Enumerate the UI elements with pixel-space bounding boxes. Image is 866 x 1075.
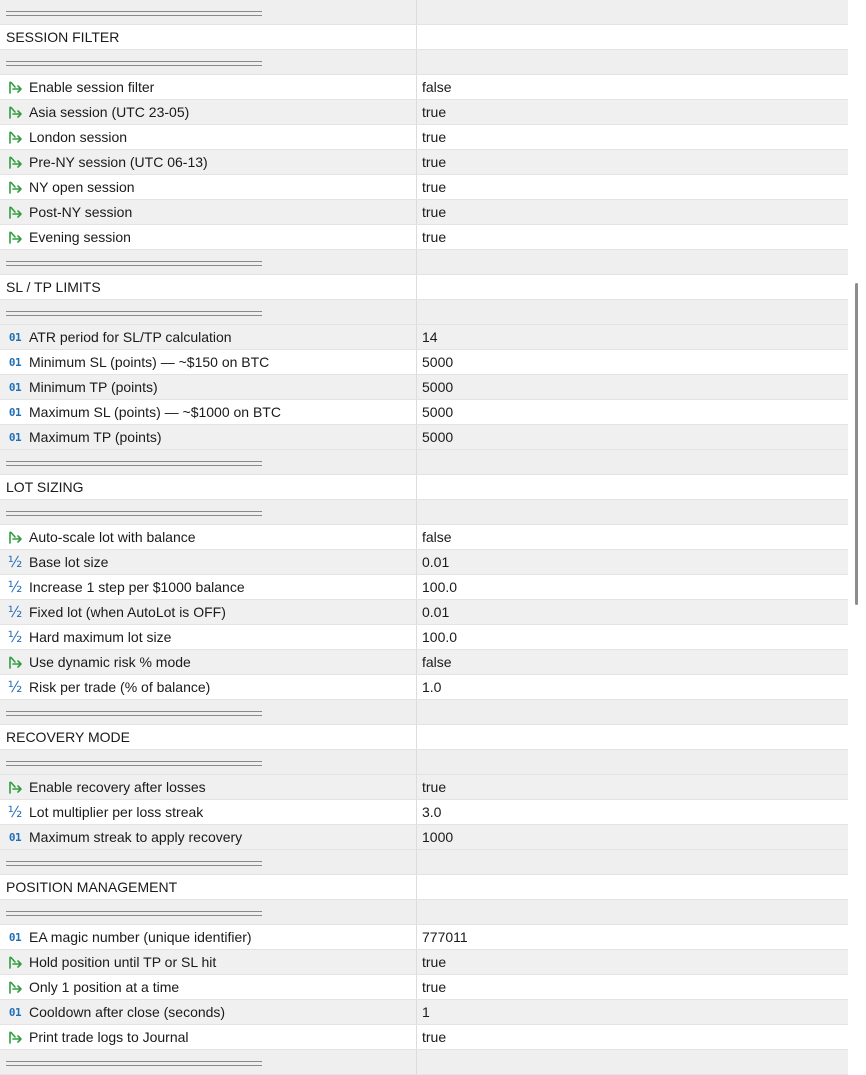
parameter-row[interactable] — [0, 550, 848, 575]
integer-01-icon: 01 — [8, 930, 22, 944]
separator-line — [6, 761, 262, 766]
parameter-row[interactable] — [0, 325, 848, 350]
parameter-value[interactable]: 1.0 — [422, 679, 442, 695]
separator-line — [6, 311, 262, 316]
double-half-icon: ½ — [7, 553, 23, 571]
parameter-name: ATR period for SL/TP calculation — [29, 329, 232, 345]
section-title: RECOVERY MODE — [6, 729, 130, 745]
separator-row — [0, 500, 848, 525]
bool-arrow-icon — [6, 205, 24, 219]
parameter-name: Enable session filter — [29, 79, 155, 95]
parameter-name: Maximum SL (points) — ~$1000 on BTC — [29, 404, 281, 420]
parameter-value[interactable]: true — [422, 954, 447, 970]
parameter-row[interactable] — [0, 200, 848, 225]
parameter-name: Maximum streak to apply recovery — [29, 829, 243, 845]
parameter-row[interactable] — [0, 350, 848, 375]
separator-line — [6, 861, 262, 866]
parameter-value[interactable]: true — [422, 179, 447, 195]
parameter-name: Fixed lot (when AutoLot is OFF) — [29, 604, 226, 620]
parameter-value[interactable]: false — [422, 79, 452, 95]
separator-row — [0, 900, 848, 925]
integer-01-icon: 01 — [8, 830, 22, 844]
separator-line — [6, 711, 262, 716]
section-header-row — [0, 875, 848, 900]
parameter-value[interactable]: 5000 — [422, 354, 454, 370]
bool-arrow-icon — [6, 180, 24, 194]
parameter-row[interactable] — [0, 150, 848, 175]
separator-row — [0, 750, 848, 775]
vertical-scrollbar[interactable] — [848, 0, 866, 1073]
parameter-row[interactable] — [0, 625, 848, 650]
integer-01-icon: 01 — [8, 380, 22, 394]
parameter-row[interactable] — [0, 825, 848, 850]
separator-row — [0, 850, 848, 875]
parameter-name: Risk per trade (% of balance) — [29, 679, 211, 695]
separator-row — [0, 250, 848, 275]
parameter-name: Enable recovery after losses — [29, 779, 206, 795]
bool-arrow-icon — [6, 530, 24, 544]
double-half-icon: ½ — [7, 803, 23, 821]
separator-row — [0, 700, 848, 725]
parameter-name: EA magic number (unique identifier) — [29, 929, 252, 945]
parameter-name: Only 1 position at a time — [29, 979, 180, 995]
parameter-name: Maximum TP (points) — [29, 429, 162, 445]
parameter-value[interactable]: 777011 — [422, 929, 468, 945]
parameter-row[interactable] — [0, 950, 848, 975]
parameter-value[interactable]: 100.0 — [422, 629, 458, 645]
parameter-row[interactable] — [0, 425, 848, 450]
section-header-row — [0, 475, 848, 500]
double-half-icon: ½ — [7, 603, 23, 621]
bool-arrow-icon — [6, 155, 24, 169]
separator-line — [6, 11, 262, 16]
section-title: SL / TP LIMITS — [6, 279, 101, 295]
parameter-row[interactable] — [0, 650, 848, 675]
parameter-row[interactable] — [0, 925, 848, 950]
parameter-row[interactable] — [0, 1000, 848, 1025]
parameter-name: Auto-scale lot with balance — [29, 529, 196, 545]
separator-row — [0, 0, 848, 25]
parameter-name: Cooldown after close (seconds) — [29, 1004, 226, 1020]
section-header-row — [0, 725, 848, 750]
integer-01-icon: 01 — [8, 330, 22, 344]
double-half-icon: ½ — [7, 628, 23, 646]
parameter-name: Minimum SL (points) — ~$150 on BTC — [29, 354, 270, 370]
separator-line — [6, 461, 262, 466]
parameter-row[interactable] — [0, 175, 848, 200]
parameter-name: NY open session — [29, 179, 135, 195]
parameter-name: London session — [29, 129, 128, 145]
parameter-row[interactable] — [0, 1025, 848, 1050]
bool-arrow-icon — [6, 1030, 24, 1044]
separator-line — [6, 61, 262, 66]
parameter-value[interactable]: true — [422, 129, 447, 145]
double-half-icon: ½ — [7, 578, 23, 596]
integer-01-icon: 01 — [8, 430, 22, 444]
parameter-row[interactable] — [0, 575, 848, 600]
bool-arrow-icon — [6, 655, 24, 669]
parameter-value[interactable]: false — [422, 654, 452, 670]
bool-arrow-icon — [6, 955, 24, 969]
parameter-name: Base lot size — [29, 554, 109, 570]
bool-arrow-icon — [6, 105, 24, 119]
parameter-row[interactable] — [0, 125, 848, 150]
section-title: POSITION MANAGEMENT — [6, 879, 178, 895]
parameter-row[interactable] — [0, 400, 848, 425]
parameter-value[interactable]: 3.0 — [422, 804, 442, 820]
bool-arrow-icon — [6, 230, 24, 244]
parameter-value[interactable]: false — [422, 529, 452, 545]
section-title: SESSION FILTER — [6, 29, 120, 45]
parameter-value[interactable]: true — [422, 979, 447, 995]
parameter-value[interactable]: true — [422, 1029, 447, 1045]
separator-row — [0, 450, 848, 475]
parameter-name: Hold position until TP or SL hit — [29, 954, 217, 970]
separator-line — [6, 511, 262, 516]
section-title: LOT SIZING — [6, 479, 84, 495]
parameter-name: Minimum TP (points) — [29, 379, 158, 395]
bool-arrow-icon — [6, 780, 24, 794]
bool-arrow-icon — [6, 80, 24, 94]
parameter-value[interactable]: 14 — [422, 329, 438, 345]
parameter-row[interactable] — [0, 375, 848, 400]
parameter-row[interactable] — [0, 600, 848, 625]
parameter-name: Pre-NY session (UTC 06-13) — [29, 154, 208, 170]
separator-line — [6, 261, 262, 266]
parameter-row[interactable] — [0, 525, 848, 550]
parameter-value[interactable]: 0.01 — [422, 554, 450, 570]
parameter-value[interactable]: 1 — [422, 1004, 430, 1020]
parameter-value[interactable]: true — [422, 104, 447, 120]
parameter-value[interactable]: 100.0 — [422, 579, 458, 595]
parameter-value[interactable]: 5000 — [422, 379, 454, 395]
parameter-row[interactable] — [0, 775, 848, 800]
parameter-value[interactable]: 5000 — [422, 429, 454, 445]
parameter-row[interactable] — [0, 975, 848, 1000]
parameter-value[interactable]: true — [422, 154, 447, 170]
double-half-icon: ½ — [7, 678, 23, 696]
integer-01-icon: 01 — [8, 405, 22, 419]
integer-01-icon: 01 — [8, 355, 22, 369]
parameter-row[interactable] — [0, 75, 848, 100]
separator-line — [6, 1061, 262, 1066]
parameter-name: Use dynamic risk % mode — [29, 654, 191, 670]
parameter-name: Print trade logs to Journal — [29, 1029, 189, 1045]
parameter-name: Asia session (UTC 23-05) — [29, 104, 190, 120]
parameter-name: Lot multiplier per loss streak — [29, 804, 204, 820]
parameter-value[interactable]: true — [422, 204, 447, 220]
parameter-value[interactable]: true — [422, 229, 447, 245]
parameter-value[interactable]: true — [422, 779, 447, 795]
parameter-row[interactable] — [0, 675, 848, 700]
separator-row — [0, 50, 848, 75]
separator-row — [0, 1050, 848, 1075]
parameter-value[interactable]: 0.01 — [422, 604, 450, 620]
parameter-row[interactable] — [0, 225, 848, 250]
integer-01-icon: 01 — [8, 1005, 22, 1019]
bool-arrow-icon — [6, 980, 24, 994]
parameter-name: Evening session — [29, 229, 131, 245]
parameter-row[interactable] — [0, 800, 848, 825]
parameter-row[interactable] — [0, 100, 848, 125]
bool-arrow-icon — [6, 130, 24, 144]
parameter-name: Increase 1 step per $1000 balance — [29, 579, 245, 595]
parameter-name: Post-NY session — [29, 204, 133, 220]
section-header-row — [0, 25, 848, 50]
scrollbar-thumb[interactable] — [855, 283, 858, 605]
parameter-value[interactable]: 5000 — [422, 404, 454, 420]
separator-row — [0, 300, 848, 325]
separator-line — [6, 911, 262, 916]
section-header-row — [0, 275, 848, 300]
parameter-name: Hard maximum lot size — [29, 629, 172, 645]
parameter-value[interactable]: 1000 — [422, 829, 454, 845]
